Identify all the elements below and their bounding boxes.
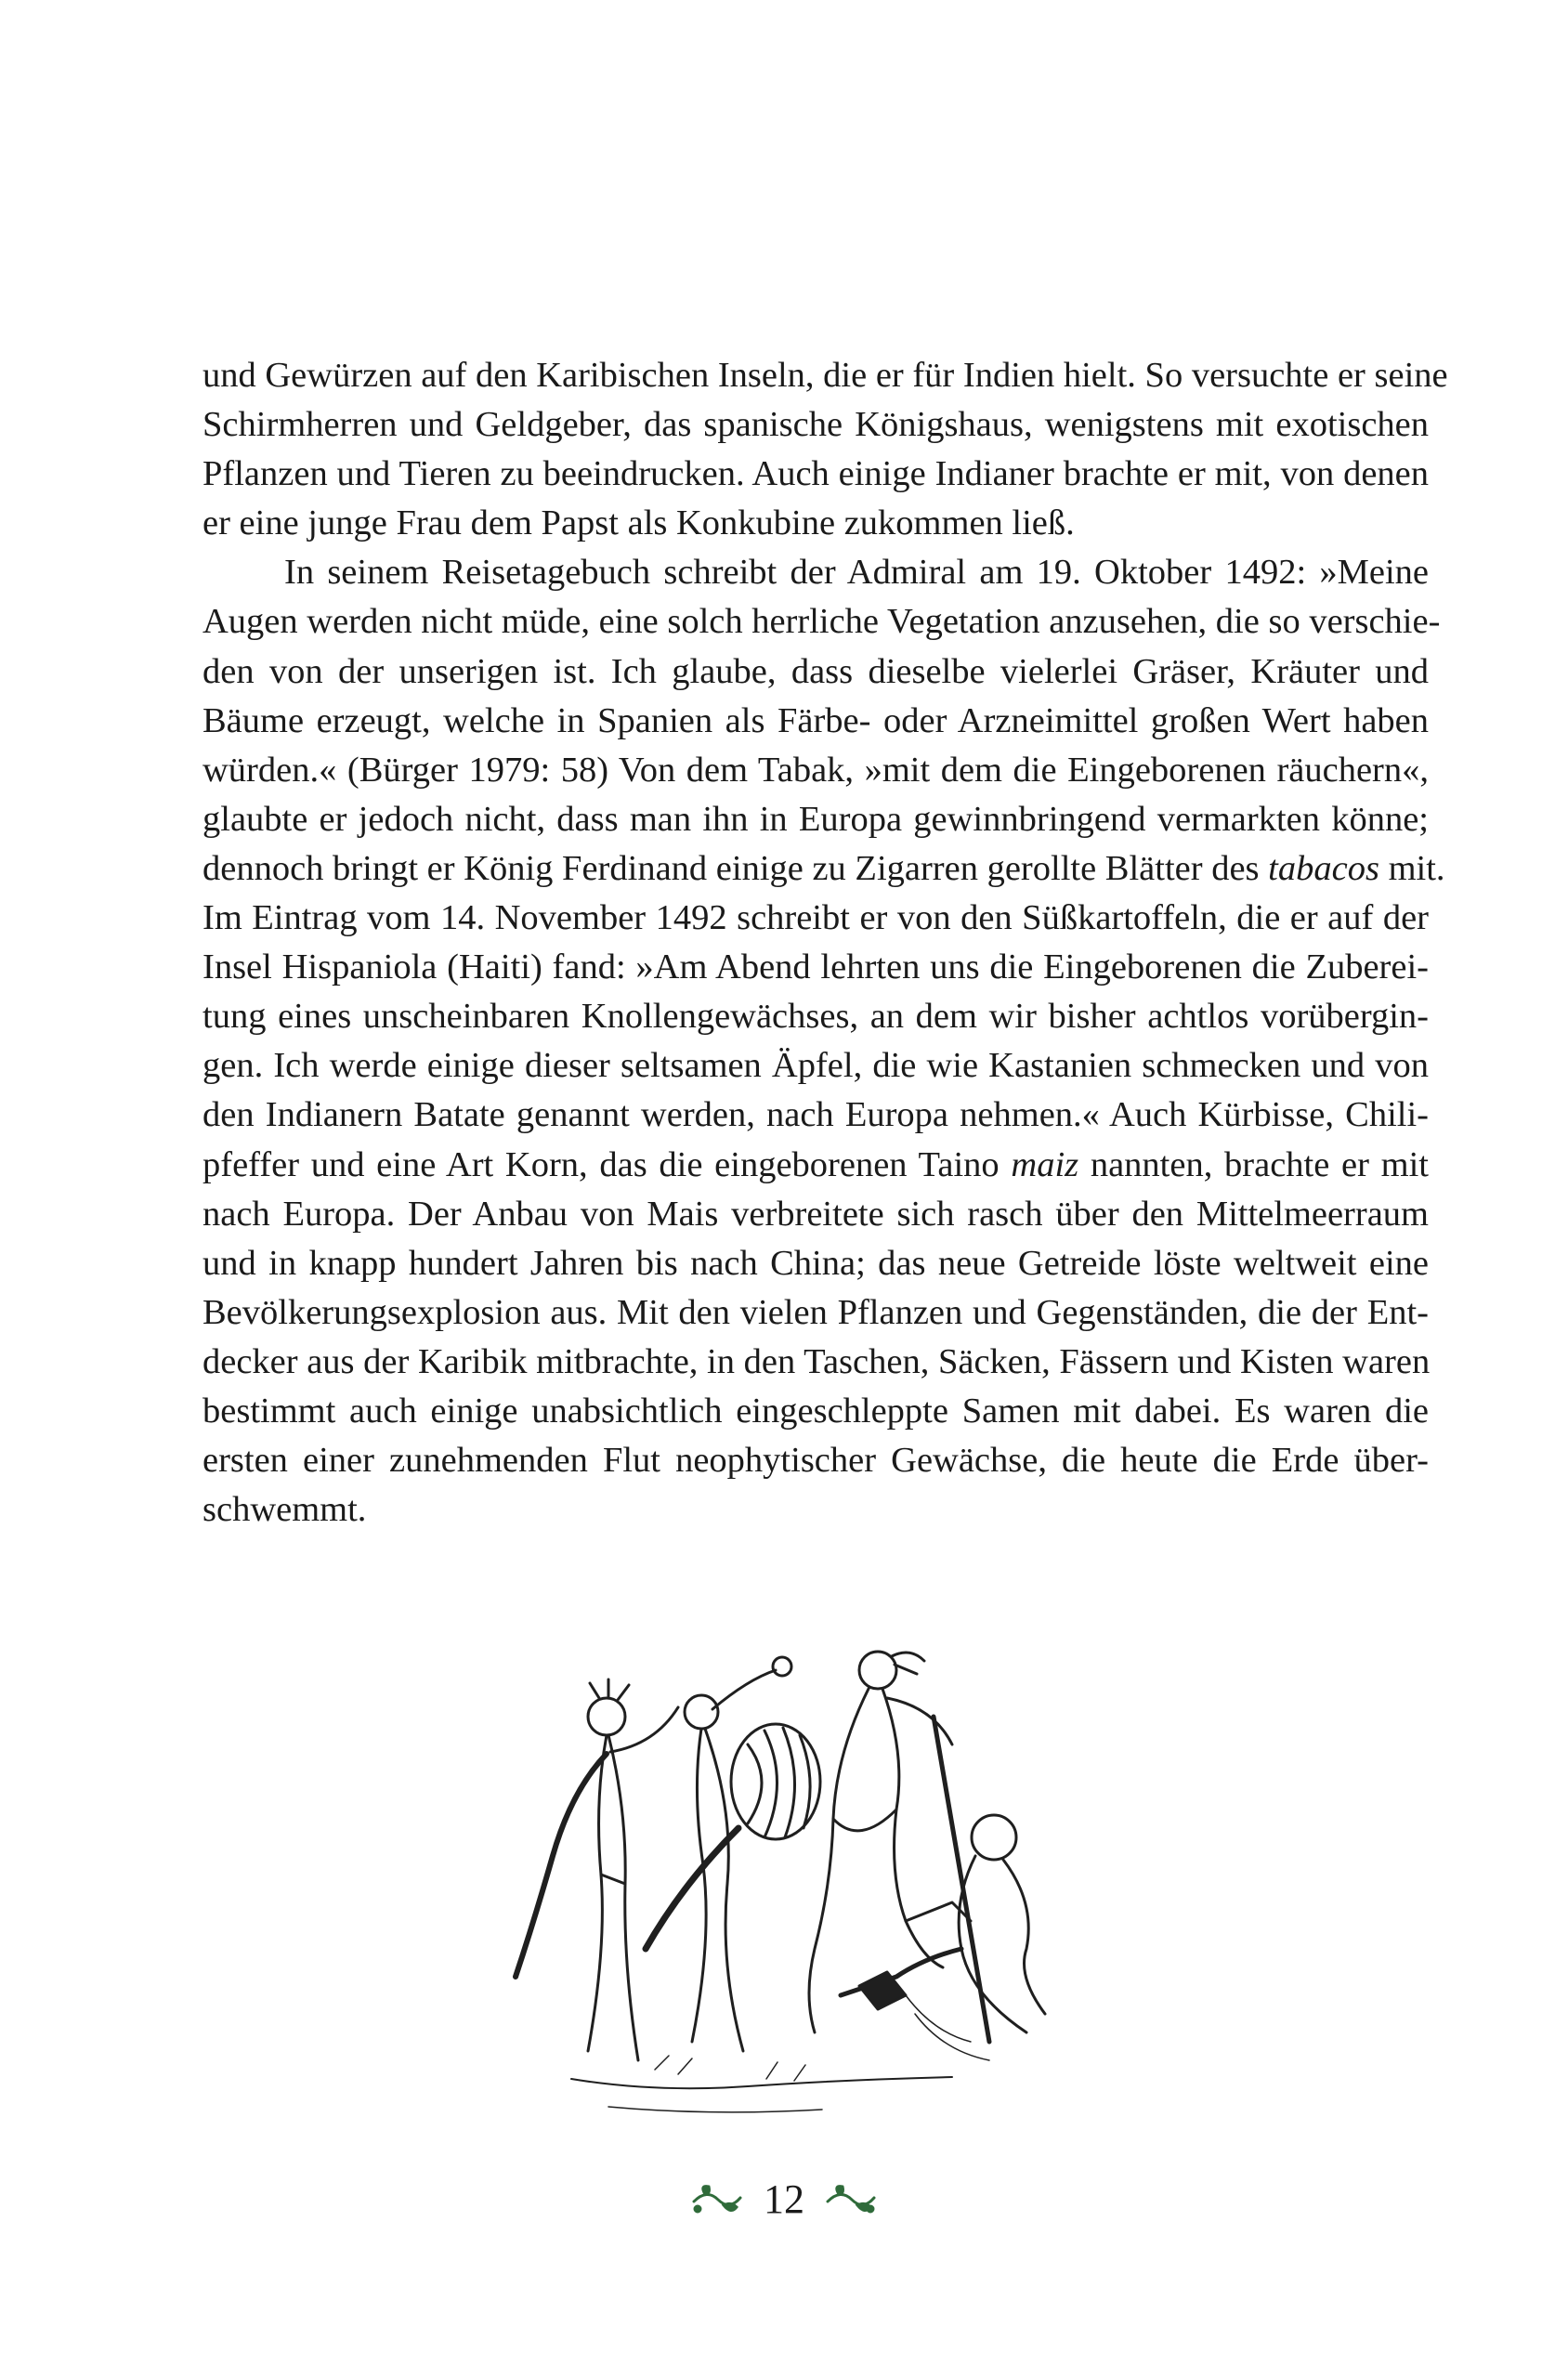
text-line: den von der unserigen ist. Ich glaube, dass dieselbe vielerlei Gräser, Kräuter und [203,651,1429,691]
text-line: tung eines unscheinbaren Knollengewächses, an dem wir bisher achtlos vorübergin- [203,997,1429,1037]
text-line: er eine junge Frau dem Papst als Konkubine zukommen ließ. [203,503,1075,543]
body-text [203,351,1448,1535]
italic-term: tabacos [1268,848,1379,888]
text-line: glaubte er jedoch nicht, dass man ihn in Europa gewinnbringend vermarkten könne; [203,799,1429,839]
italic-term: maiz [1011,1144,1079,1184]
text-line: ersten einer zunehmenden Flut neophytischer Gewächse, die heute die Erde über- [203,1441,1429,1481]
page-footer [0,2172,1568,2246]
text-line: Insel Hispaniola (Haiti) fand: »Am Abend lehrten uns die Eingeborenen die Zuberei- [203,947,1429,987]
text-segment: mit. [1379,848,1445,888]
text-line: decker aus der Karibik mitbrachte, in den Taschen, Säcken, Fässern und Kisten waren [203,1341,1431,1381]
text-line: Bevölkerungsexplosion aus. Mit den vielen Pflanzen und Gegenständen, die der Ent- [203,1292,1429,1332]
text-line [203,1141,1429,1190]
text-line: Augen werden nicht müde, eine solch herrliche Vegetation anzusehen, die so verschie- [203,602,1441,642]
text-line: schwemmt. [203,1490,367,1530]
text-line [203,844,1445,894]
woodcut-figures-harvesting-icon [469,1642,1073,2144]
vine-ornament-icon [824,2181,878,2218]
text-line: bestimmt auch einige unabsichtlich eingeschleppte Samen mit dabei. Es waren die [203,1391,1429,1431]
text-line: Pflanzen und Tieren zu beeindrucken. Auch einige Indianer brachte er mit, von denen [203,454,1429,494]
text-segment: dennoch bringt er König Ferdinand einige zu Zigarren gerollte Blätter des [203,848,1269,888]
text-line: gen. Ich werde einige dieser seltsamen Äpfel, die wie Kastanien schmecken und von [203,1046,1429,1086]
text-segment: pfeffer und eine Art Korn, das die eingeborenen Taino [203,1144,1012,1184]
text-line: Bäume erzeugt, welche in Spanien als Färbe- oder Arzneimittel großen Wert haben [203,700,1429,740]
text-line: den Indianern Batate genannt werden, nach Europa nehmen.« Auch Kürbisse, Chili- [203,1095,1429,1135]
text-line: würden.« (Bürger 1979: 58) Von dem Tabak, »mit dem die Eingeborenen räuchern«, [203,750,1429,790]
text-line: und in knapp hundert Jahren bis nach China; das neue Getreide löste weltweit eine [203,1243,1429,1283]
text-segment: nannten, brachte er mit [1078,1144,1429,1184]
text-line: In seinem Reisetagebuch schreibt der Admiral am 19. Oktober 1492: »Meine [284,553,1429,593]
text-line: Schirmherren und Geldgeber, das spanische Königshaus, wenigstens mit exotischen [203,405,1429,445]
text-line: nach Europa. Der Anbau von Mais verbreitete sich rasch über den Mittelmeerraum [203,1194,1429,1234]
vine-ornament-icon [690,2181,744,2218]
page-number: 12 [764,2176,804,2223]
text-line: und Gewürzen auf den Karibischen Inseln, die er für Indien hielt. So versuchte er seine [203,356,1448,395]
text-line: Im Eintrag vom 14. November 1492 schreibt er von den Süßkartoffeln, die er auf der [203,898,1429,938]
